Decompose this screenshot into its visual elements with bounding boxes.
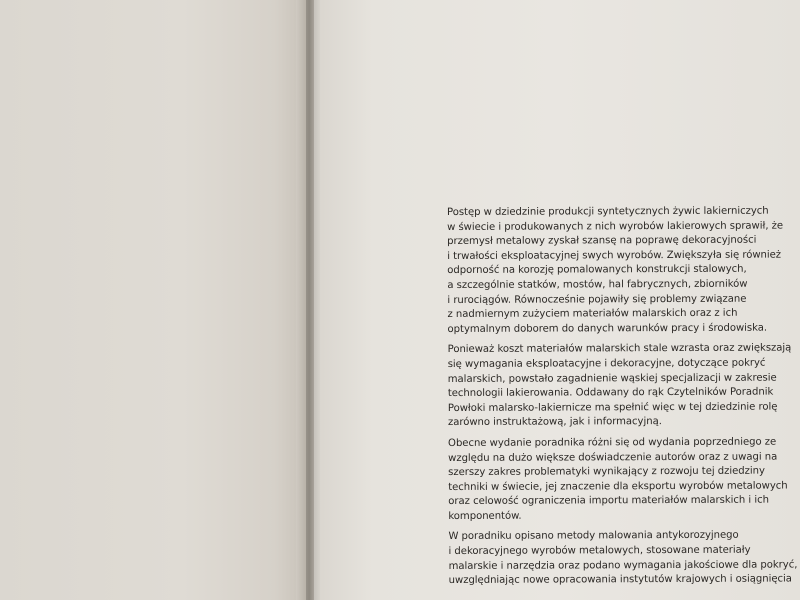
text-line: komponentów. bbox=[448, 510, 522, 522]
text-line: Ponieważ koszt materiałów malarskich stale wzrasta oraz zwiększają bbox=[447, 342, 792, 356]
paragraph-1 bbox=[447, 204, 794, 337]
paragraph-2 bbox=[448, 342, 794, 431]
text-line: względu na dużo większe doświadczenie autorów oraz z uwagi na bbox=[448, 451, 778, 464]
text-line: optymalnym doborem do danych warunków pracy i środowiska. bbox=[447, 322, 768, 335]
text-line: uwzględniając nowe opracowania instytutów krajowych i osiągnięcia bbox=[448, 573, 792, 587]
text-line: i dekoracyjnego wyrobów metalowych, stosowane materiały bbox=[448, 544, 751, 558]
text-line: technologii lakierowania. Oddawany do rąk Czytelników Poradnik bbox=[447, 386, 774, 400]
text-line: i trwałości eksploatacyjnej swych wyrobów. Zwiększyła się również bbox=[447, 249, 782, 262]
text-line: zarówno instruktażową, jak i informacyjną. bbox=[447, 416, 662, 429]
text-line: oraz celowość ograniczenia importu materiałów malarskich i ich bbox=[448, 494, 769, 508]
text-line: techniki w świecie, jej znaczenie dla eksportu wyrobów metalowych bbox=[448, 480, 788, 493]
text-line: malarskie i narzędzia oraz podano wymagania jakościowe dla pokryć, bbox=[448, 559, 798, 572]
paragraph-3 bbox=[448, 435, 794, 524]
text-line: się wymagania eksploatacyjne i dekoracyjne, dotyczące pokryć bbox=[447, 357, 766, 370]
text-line: z nadmiernym zużyciem materiałów malarskich oraz z ich bbox=[447, 307, 738, 321]
text-line: Powłoki malarsko-lakiernicze ma spełnić więc w tej dziedzinie rolę bbox=[447, 401, 778, 414]
paragraph-4 bbox=[448, 529, 798, 589]
text-line: odporność na korozję pomalowanych konstrukcji stalowych, bbox=[447, 264, 747, 277]
text-line: w świecie i produkowanych z nich wyrobów lakierowych sprawił, że bbox=[447, 220, 784, 233]
text-line: i rurociągów. Równocześnie pojawiły się problemy związane bbox=[447, 293, 747, 306]
text-line: Obecne wydanie poradnika różni się od wydania poprzedniego ze bbox=[448, 436, 777, 449]
book-gutter bbox=[306, 0, 320, 600]
text-line: szerszy zakres problematyki wynikający z rozwoju tej dziedziny bbox=[448, 465, 765, 479]
text-line: malarskich, powstało zagadnienie wąskiej specjalizacji w zakresie bbox=[447, 372, 777, 385]
text-line: przemysł metalowy zyskał szansę na poprawę dekoracyjności bbox=[447, 234, 757, 248]
left-page bbox=[0, 0, 305, 600]
text-line: a szczególnie statków, mostów, hal fabrycznych, zbiorników bbox=[447, 278, 748, 291]
body-text bbox=[447, 204, 798, 594]
text-line: W poradniku opisano metody malowania antykorozyjnego bbox=[448, 530, 739, 543]
text-line: Postęp w dziedzinie produkcji syntetycznych żywic lakierniczych bbox=[447, 205, 769, 218]
